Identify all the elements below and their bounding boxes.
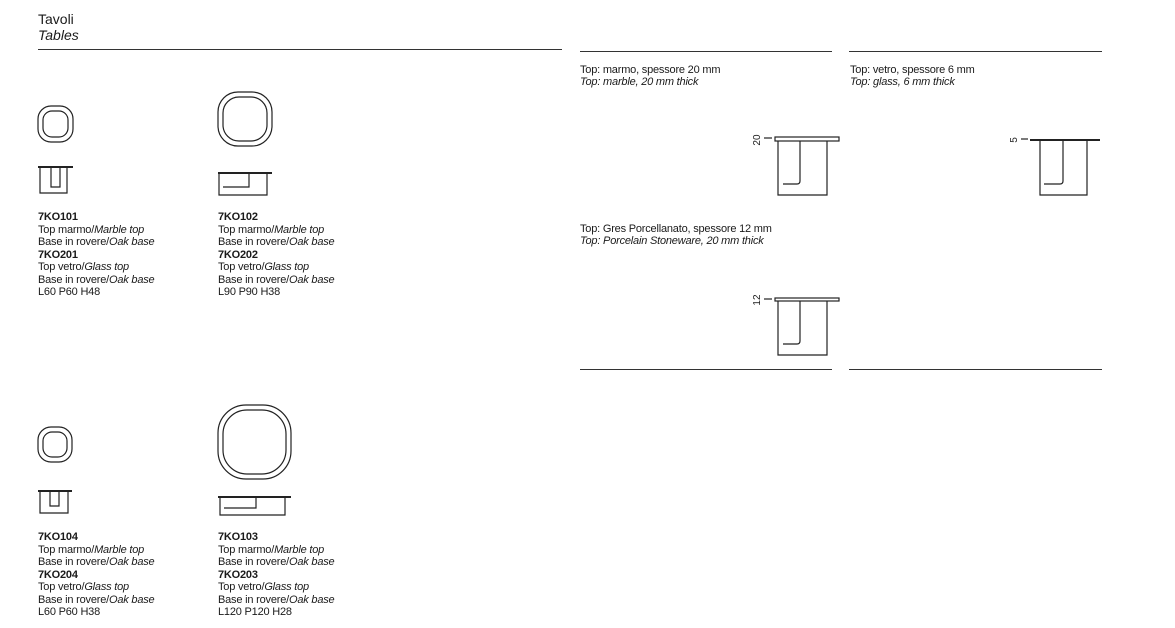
top-view-outer xyxy=(218,92,272,146)
product-line xyxy=(218,224,334,237)
line-en: Oak base xyxy=(288,273,335,286)
product-line xyxy=(218,594,334,607)
product-line xyxy=(38,544,154,557)
base-inner xyxy=(783,141,800,184)
section-porcelain-drawing xyxy=(745,288,845,360)
spec-glass-en: Top: glass, 6 mm thick xyxy=(850,76,955,88)
line-it: Top vetro/ xyxy=(38,581,85,593)
product-line xyxy=(38,224,154,237)
line-en: Marble top xyxy=(94,223,145,236)
product-line xyxy=(218,544,334,557)
product-code: 7KO203 xyxy=(218,568,258,581)
product-line xyxy=(38,261,154,274)
line-en: Glass top xyxy=(264,261,309,273)
line-it: Base in rovere/ xyxy=(38,556,109,568)
line-en: Oak base xyxy=(288,556,335,568)
line-it: Base in rovere/ xyxy=(38,236,109,248)
line-it: Top vetro/ xyxy=(218,581,265,593)
line-en: Oak base xyxy=(288,236,335,248)
spec-glass-it: Top: vetro, spessore 6 mm xyxy=(850,64,975,76)
product-line xyxy=(38,236,154,249)
product-line xyxy=(218,274,334,287)
page-title: Tavoli xyxy=(38,11,74,27)
spec-porcelain xyxy=(580,223,772,247)
side-view-base-inner xyxy=(223,174,249,187)
top-slab xyxy=(775,137,839,141)
side-view-base-inner xyxy=(51,168,60,187)
spec-marble-it: Top: marmo, spessore 20 mm xyxy=(580,64,721,76)
product-line xyxy=(38,594,154,607)
product-line xyxy=(38,581,154,594)
product-info-1 xyxy=(38,211,154,299)
line-it: Top marmo/ xyxy=(38,543,95,556)
page-subtitle: Tables xyxy=(38,27,79,43)
line-it: Top vetro/ xyxy=(218,261,265,273)
product-dimensions: L90 P90 H38 xyxy=(218,286,281,298)
line-it: Top marmo/ xyxy=(218,543,275,556)
top-slab xyxy=(775,298,839,301)
product-line xyxy=(38,274,154,287)
line-en: Glass top xyxy=(84,581,129,593)
line-en: Oak base xyxy=(288,593,335,606)
base-outline xyxy=(778,301,827,355)
page-title-block xyxy=(38,11,79,43)
product-info-3 xyxy=(38,531,154,619)
line-en: Marble top xyxy=(274,543,325,556)
top-view-inner xyxy=(43,111,68,137)
line-en: Oak base xyxy=(108,593,155,606)
line-it: Base in rovere/ xyxy=(218,236,289,248)
header-rule xyxy=(38,49,562,50)
table-7ko103-drawing xyxy=(216,403,294,519)
line-it: Base in rovere/ xyxy=(38,273,109,286)
table-7ko102-drawing xyxy=(216,90,274,198)
line-en: Oak base xyxy=(108,273,155,286)
line-en: Oak base xyxy=(108,556,155,568)
top-view-inner xyxy=(223,410,286,474)
product-line xyxy=(218,236,334,249)
spec-porcelain-it: Top: Gres Porcellanato, spessore 12 mm xyxy=(580,223,772,235)
product-info-4 xyxy=(218,531,334,619)
product-code: 7KO204 xyxy=(38,568,78,581)
dim-label-porcelain: 12 xyxy=(752,294,763,306)
line-en: Marble top xyxy=(94,543,145,556)
table-7ko104-drawing xyxy=(36,424,76,516)
top-view-inner xyxy=(43,432,67,457)
dim-label-glass: 5 xyxy=(1009,137,1020,143)
product-line xyxy=(38,556,154,569)
spec-rule-bottom-right xyxy=(849,369,1102,370)
spec-rule-top-left xyxy=(580,51,832,52)
product-info-2 xyxy=(218,211,334,299)
spec-porcelain-en: Top: Porcelain Stoneware, 20 mm thick xyxy=(580,235,764,247)
line-it: Top marmo/ xyxy=(218,223,275,236)
product-code: 7KO202 xyxy=(218,248,258,261)
section-marble-drawing xyxy=(745,128,845,200)
base-outline xyxy=(778,141,827,195)
spec-marble-en: Top: marble, 20 mm thick xyxy=(580,76,699,88)
line-en: Glass top xyxy=(264,581,309,593)
product-code: 7KO104 xyxy=(38,531,78,543)
line-it: Base in rovere/ xyxy=(218,273,289,286)
line-it: Base in rovere/ xyxy=(218,593,289,606)
product-dimensions: L120 P120 H28 xyxy=(218,606,292,618)
line-en: Marble top xyxy=(274,223,325,236)
base-inner xyxy=(783,301,800,344)
product-dimensions: L60 P60 H38 xyxy=(38,606,101,618)
side-view-base-inner xyxy=(224,498,256,508)
product-code: 7KO101 xyxy=(38,211,78,223)
side-view-base xyxy=(220,498,285,515)
line-it: Base in rovere/ xyxy=(218,556,289,568)
dim-label-marble: 20 xyxy=(752,134,763,146)
line-it: Top marmo/ xyxy=(38,223,95,236)
spec-rule-bottom-left xyxy=(580,369,832,370)
line-it: Base in rovere/ xyxy=(38,593,109,606)
section-glass-drawing xyxy=(1008,128,1108,200)
side-view-base xyxy=(40,168,67,193)
spec-rule-top-right xyxy=(849,51,1102,52)
line-en: Oak base xyxy=(108,236,155,248)
side-view-base xyxy=(40,492,68,513)
product-line xyxy=(218,581,334,594)
top-view-inner xyxy=(223,97,267,141)
line-it: Top vetro/ xyxy=(38,261,85,273)
product-code: 7KO103 xyxy=(218,531,258,543)
spec-glass xyxy=(850,64,975,88)
product-line xyxy=(218,556,334,569)
side-view-base-inner xyxy=(50,492,59,506)
product-code: 7KO102 xyxy=(218,211,258,223)
table-7ko101-drawing xyxy=(36,104,76,196)
product-line xyxy=(218,261,334,274)
product-dimensions: L60 P60 H48 xyxy=(38,286,101,298)
spec-marble xyxy=(580,64,720,88)
side-view-base xyxy=(219,174,267,195)
line-en: Glass top xyxy=(84,261,129,273)
base-inner xyxy=(1044,141,1063,184)
top-view-outer xyxy=(218,405,291,479)
product-code: 7KO201 xyxy=(38,248,78,261)
